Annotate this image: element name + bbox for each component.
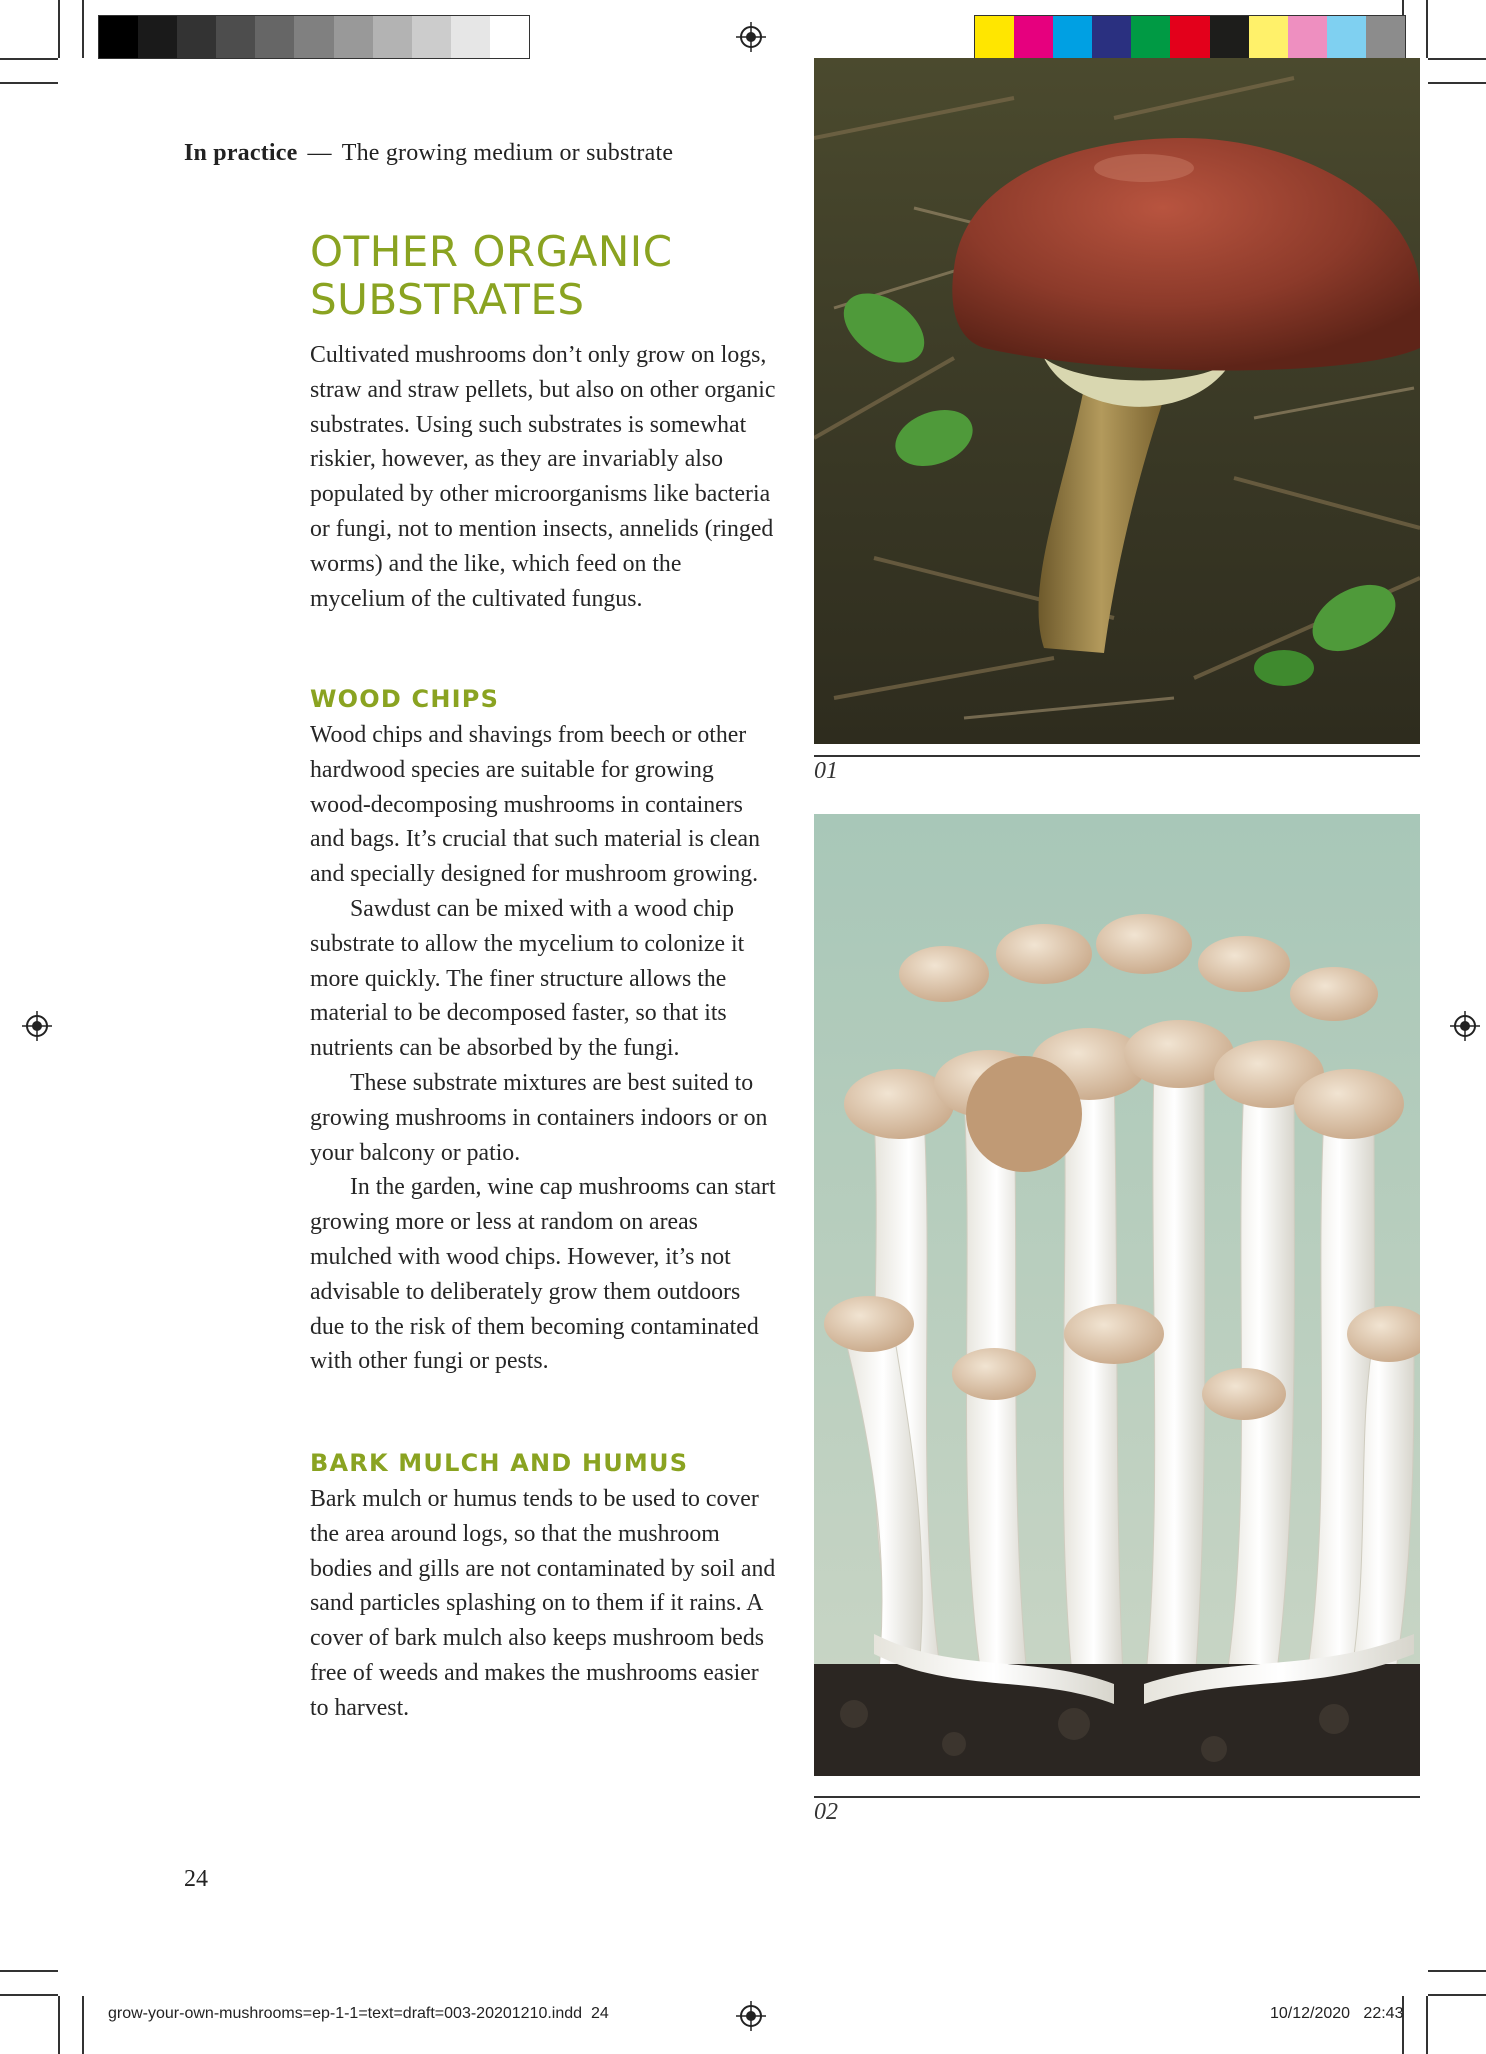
slug-timestamp	[1270, 2005, 1403, 2023]
calibration-swatch	[1014, 16, 1053, 58]
page-number: 24	[184, 1866, 208, 1892]
bleed-mark	[0, 82, 58, 84]
registration-mark-icon	[22, 1011, 52, 1041]
running-header-separator: —	[307, 140, 332, 166]
slug-filename	[108, 2005, 609, 2023]
registration-mark-icon	[736, 2001, 766, 2031]
slug-date: 10/12/2020	[1270, 2005, 1351, 2022]
intro-paragraph: Cultivated mushrooms don’t only grow on logs, straw and straw pellets, but also on other organic substrates. Using such substrates is somewhat riskier, however, as they are invariably also populated by other microorganisms like bacteria or fungi, not to mention insects, annelids (ringed worms) and the like, which feed on the mycelium of the cultivated fungus.	[310, 342, 776, 612]
calibration-swatch	[1366, 16, 1405, 58]
bleed-mark	[1428, 1970, 1486, 1972]
calibration-swatch	[216, 16, 255, 58]
calibration-swatch	[412, 16, 451, 58]
registration-mark-icon	[1450, 1011, 1480, 1041]
section-heading-bark-mulch: BARK MULCH AND HUMUS	[310, 1449, 689, 1477]
section-heading-wood-chips: WOOD CHIPS	[310, 685, 500, 713]
color-calibration-bar	[974, 15, 1406, 59]
grayscale-calibration-bar	[98, 15, 530, 59]
article-title	[310, 228, 770, 324]
calibration-swatch	[1210, 16, 1249, 58]
slug-time: 22:43	[1363, 2005, 1404, 2022]
body-paragraph: Wood chips and shavings from beech or other hardwood species are suitable for growing wood-decomposing mushrooms in containers and bags. It’s crucial that such material is clean and specially designed for mushroom growing.	[310, 722, 760, 888]
calibration-swatch	[1170, 16, 1209, 58]
calibration-swatch	[1092, 16, 1131, 58]
crop-mark	[58, 1996, 60, 2054]
crop-mark	[58, 0, 60, 58]
calibration-swatch	[294, 16, 333, 58]
crop-mark	[1428, 58, 1486, 60]
photo-wine-cap-mushroom	[814, 58, 1420, 744]
calibration-swatch	[255, 16, 294, 58]
calibration-swatch	[490, 16, 529, 58]
slug-file: grow-your-own-mushrooms=ep-1-1=text=draft=003-20201210.indd	[108, 2005, 583, 2022]
article-title-line: SUBSTRATES	[310, 275, 585, 324]
calibration-swatch	[1288, 16, 1327, 58]
crop-mark	[1426, 1996, 1428, 2054]
registration-mark-icon	[736, 22, 766, 52]
running-header-section: In practice	[184, 140, 298, 166]
crop-mark	[1428, 1994, 1486, 1996]
crop-mark	[0, 1994, 58, 1996]
calibration-swatch	[1327, 16, 1366, 58]
calibration-swatch	[373, 16, 412, 58]
caption-rule	[814, 755, 1420, 757]
body-paragraph: In the garden, wine cap mushrooms can start growing more or less at random on areas mulched with wood chips. However, it’s not advisable to deliberately grow them outdoors due to the risk of them becoming contaminated with other fungi or pests.	[310, 1174, 776, 1375]
body-paragraph: These substrate mixtures are best suited to growing mushrooms in containers indoors or on your balcony or patio.	[310, 1069, 768, 1166]
figure-caption: 01	[814, 758, 838, 784]
photo-beech-mushroom-cluster	[814, 814, 1420, 1776]
bleed-mark	[82, 0, 84, 58]
body-paragraph: Bark mulch or humus tends to be used to cover the area around logs, so that the mushroom bodies and gills are not contaminated by soil and sand particles splashing on to them if it rains. A cover of bark mulch also keeps mushroom beds free of weeds and makes the mushrooms easier to harvest.	[310, 1486, 776, 1721]
running-header-topic: The growing medium or substrate	[341, 140, 674, 166]
calibration-swatch	[1131, 16, 1170, 58]
calibration-swatch	[1249, 16, 1288, 58]
bleed-mark	[1428, 82, 1486, 84]
slug-page: 24	[590, 2005, 609, 2022]
calibration-swatch	[138, 16, 177, 58]
section-body-wood-chips	[310, 718, 780, 1379]
running-header	[184, 140, 673, 167]
calibration-swatch	[451, 16, 490, 58]
crop-mark	[1426, 0, 1428, 58]
crop-mark	[0, 58, 58, 60]
caption-rule	[814, 1796, 1420, 1798]
calibration-swatch	[334, 16, 373, 58]
calibration-swatch	[177, 16, 216, 58]
intro-paragraph-block	[310, 338, 780, 616]
calibration-swatch	[1053, 16, 1092, 58]
bleed-mark	[0, 1970, 58, 1972]
calibration-swatch	[975, 16, 1014, 58]
body-paragraph: Sawdust can be mixed with a wood chip substrate to allow the mycelium to colonize it more quickly. The finer structure allows the material to be decomposed faster, so that its nutrients can be absorbed by the fungi.	[310, 895, 745, 1062]
bleed-mark	[82, 1996, 84, 2054]
section-body-bark-mulch	[310, 1482, 780, 1726]
article-title-line: OTHER ORGANIC	[310, 227, 673, 276]
calibration-swatch	[99, 16, 138, 58]
figure-caption: 02	[814, 1799, 838, 1825]
